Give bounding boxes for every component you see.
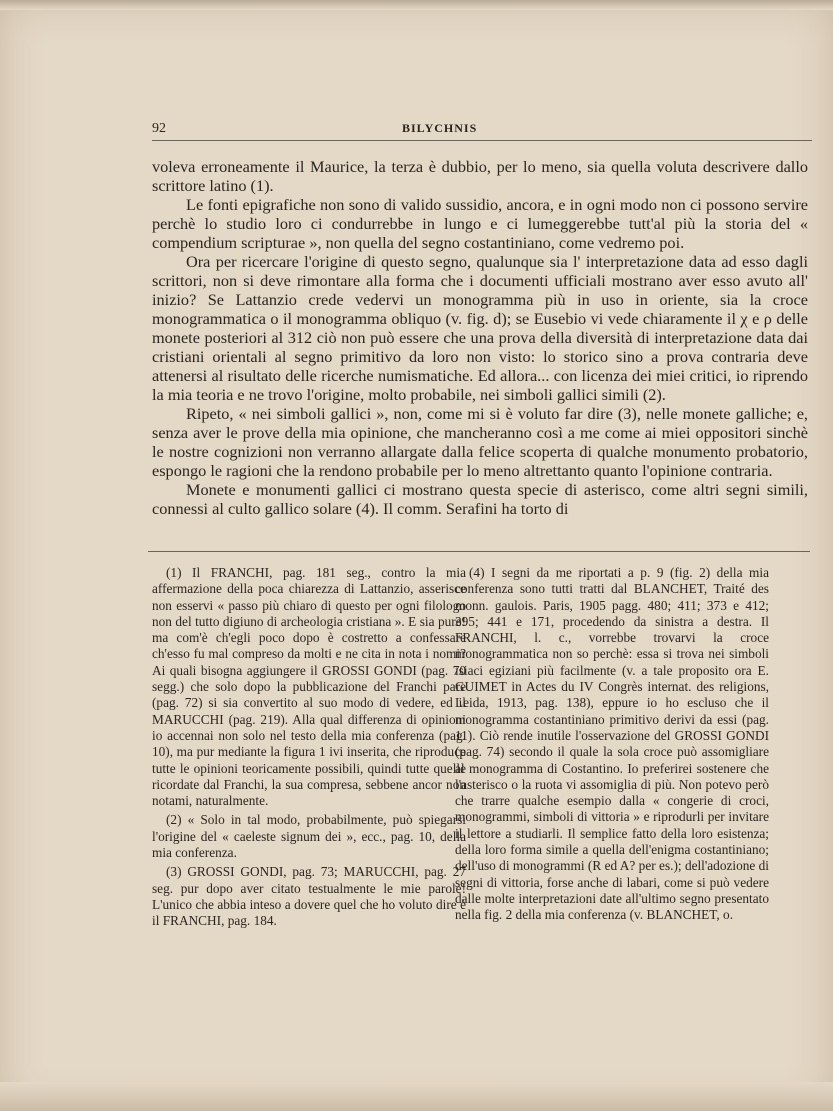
- paragraph: voleva erroneamente il Maurice, la terza è dubbio, per lo meno, sia quella voluta descrivere dallo scrittore latino (1).: [152, 157, 808, 195]
- page-number: 92: [152, 121, 166, 136]
- footnote: (2) « Solo in tal modo, probabilmente, può spiegarsi l'origine del « caeleste signum dei », ecc., pag. 10, della mia conferenza.: [152, 812, 466, 861]
- paragraph: Monete e monumenti gallici ci mostrano questa specie di asterisco, come altri segni simili, connessi al culto gallico solare (4). Il comm. Serafini ha torto di: [152, 480, 808, 518]
- paragraph: Le fonti epigrafiche non sono di valido sussidio, ancora, e in ogni modo non ci possono servire perchè lo studio loro ci condurrebbe in lungo e ci lumeggerebbe tutt'al più la storia del « compendium scripturae », non quella del segno costantiniano, come vedremo poi.: [152, 195, 808, 252]
- footnote: (1) Il FRANCHI, pag. 181 seg., contro la mia affermazione della poca chiarezza di Lattanzio, asserisce non esservi « passo più chiaro di questo per ogni filologo non del tutto digiuno di archeologia cristiana ». E sia pure! ma com'è ch'egli poco dopo è costretto a confessare ch'esso fu mal compreso da molti e ne cita in nota i nomi? Ai quali bisogna aggiungere il GROSSI GONDI (pag. 70 segg.) che solo dopo la pubblicazione del Franchi pare (pag. 72) si sia convertito al suo modo di vedere, ed il MARUCCHI (pag. 219). Alla qual differenza di opinioni io accennai non solo nel testo della mia conferenza (pag. 10), ma pur mediante la figura 1 ivi inserita, che riproduce tutte le opinioni teoricamente possibili, quindi tutte quelle ricordate dal Franchi, la sua compresa, sebbene ancor non notami, naturalmente.: [152, 565, 466, 809]
- page-header: [152, 118, 812, 141]
- footnote: (3) GROSSI GONDI, pag. 73; MARUCCHI, pag. 27 seg. pur dopo aver citato testualmente le mie parole! L'unico che abbia inteso a dovere quel che ho voluto dire è il FRANCHI, pag. 184.: [152, 864, 466, 929]
- page-top-edge: [0, 0, 833, 10]
- main-text: [152, 157, 808, 518]
- running-title: BILYCHNIS: [402, 121, 478, 135]
- paragraph: Ripeto, « nei simboli gallici », non, come mi si è voluto far dire (3), nelle monete galliche; e, senza aver le prove della mia opinione, che mancheranno così a me come ai miei oppositori sinchè le nostre cognizioni non verranno allargate dalla felice scoperta di qualche monumento probatorio, espongo le ragioni che la rendono probabile per lo meno altrettanto quanto l'opinione contraria.: [152, 404, 808, 480]
- footnote: (4) I segni da me riportati a p. 9 (fig. 2) della mia conferenza sono tutti tratti dal BLANCHET, Traité des monn. gaulois. Paris, 1905 pagg. 480; 411; 373 e 412; 395; 441 e 171, procedendo da sinistra a destra. Il FRANCHI, l. c., vorrebbe trovarvi la croce monogrammatica non so perchè: essa si trova nei simboli isiaci egiziani più facilmente (v. a tale proposito ora E. GUIMET in Actes du IV Congrès internat. des religions, Leida, 1913, pag. 138), eppure io ho escluso che il monogramma costantiniano primitivo derivi da essi (pag. 11). Ciò rende inutile l'osservazione del GROSSI GONDI (pag. 74) secondo il quale la sola croce può assomigliare al monogramma di Costantino. Io preferirei sostenere che l'asterisco o la ruota vi assomiglia di più. Non potevo però che trarre qualche esempio dalla « congerie di croci, monogrammi, simboli di vittoria » e riprodurli per invitare il lettore a studiarli. Il semplice fatto della loro esistenza; della loro forma simile a quella dell'enigma costantiniano; dell'uso di monogrammi (R ed A? per es.); dell'adozione di segni di vittoria, forse anche di labari, come si può vedere dalle molte interpretazioni date all'ultimo segno presentato nella fig. 2 della mia conferenza (v. BLANCHET, o.: [455, 565, 769, 923]
- paragraph: Ora per ricercare l'origine di questo segno, qualunque sia l' interpretazione data ad esso dagli scrittori, non si deve rimontare alla forma che i documenti ufficiali mostrano aver esso avuto all' inizio? Se Lattanzio crede vedervi un monogramma più in uso in oriente, sia la croce monogrammatica o il monogramma obliquo (v. fig. d); se Eusebio vi vede chiaramente il χ e ρ delle monete posteriori al 312 ciò non può essere che una prova della diversità di interpretazione data dai cristiani orientali al segno primitivo da loro non visto: lo storico sino a prova contraria deve attenersi al risultato delle ricerche numismatiche. Ed allora... con licenza dei miei critici, io riprendo la mia teoria e ne trovo l'origine, molto probabile, nei simboli gallici simili (2).: [152, 252, 808, 404]
- footnote-divider: [148, 551, 810, 552]
- footnotes-right-column: [455, 565, 769, 927]
- page-bottom-edge: [0, 1082, 833, 1111]
- footnotes-left-column: [152, 565, 466, 933]
